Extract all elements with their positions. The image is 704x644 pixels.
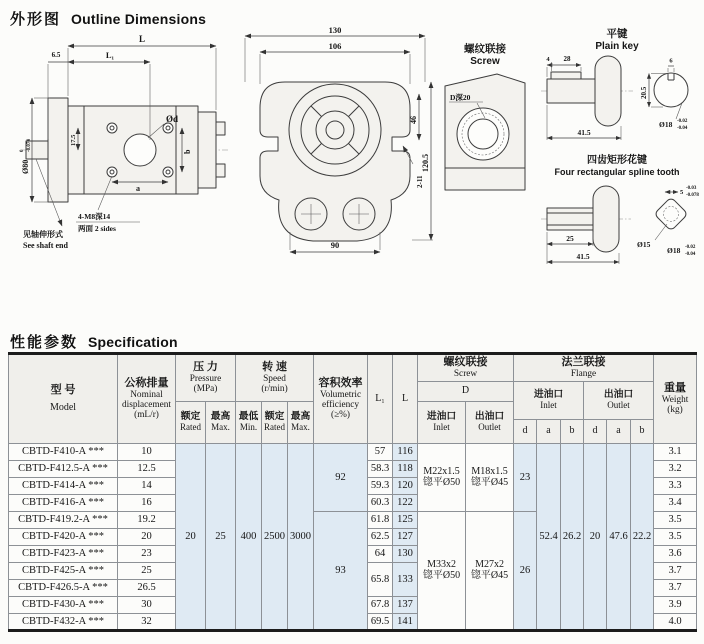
rear-cover [198, 112, 216, 188]
screw-title-en: Screw [470, 56, 500, 67]
screw-inlet-group1-cell: M22x1.5 锪平Ø50 [418, 444, 466, 512]
header-speed-max: 最高 Max. [288, 402, 314, 444]
pump-side-view-drawing [20, 28, 234, 258]
L-cell: 125 [393, 512, 418, 529]
dim-5-label: 5 [680, 189, 684, 196]
model-cell: CBTD-F410-A *** [9, 444, 118, 461]
L1-cell: 61.8 [368, 512, 393, 529]
L-cell: 118 [393, 461, 418, 478]
screw-plate-shapes [445, 74, 525, 190]
header-screw-inlet: 进油口 Inlet [418, 402, 466, 444]
header-pressure-rated: 额定 Rated [176, 402, 206, 444]
model-cell: CBTD-F423-A *** [9, 546, 118, 563]
speed-max-cell: 3000 [288, 444, 314, 631]
header-speed: 转 速 Speed (r/min) [236, 354, 314, 402]
speed-rated-cell: 2500 [262, 444, 288, 631]
screw-connection-drawing [437, 38, 533, 218]
L-cell: 133 [393, 563, 418, 597]
displacement-cell: 12.5 [118, 461, 176, 478]
header-speed-rated: 额定 Rated [262, 402, 288, 444]
L1-cell: 62.5 [368, 529, 393, 546]
dim-dia18-label: Ø18 [659, 120, 673, 129]
header-flange-outlet-d: d [584, 420, 607, 444]
note-two-sides: 两面 2 sides [78, 224, 116, 233]
weight-cell: 3.1 [654, 444, 697, 461]
dim-port-dia-label: Ød [166, 114, 179, 124]
header-flange-inlet-a: a [537, 420, 561, 444]
dim-L1-label: L₁ [105, 50, 115, 60]
dim-L-label: L [138, 34, 146, 44]
port-circle-inner [468, 119, 498, 149]
dim-5-tol-bottom: -0.078 [686, 193, 699, 198]
dim-6-5-label: 6.5 [51, 51, 61, 59]
model-cell: CBTD-F420-A *** [9, 529, 118, 546]
displacement-cell: 32 [118, 614, 176, 631]
weight-cell: 3.5 [654, 512, 697, 529]
note-see-shaft-zh: 见轴伸形式 [23, 230, 63, 239]
spline-title-en: Four rectangular spline tooth [554, 167, 680, 177]
header-displacement: 公称排量 Nominal displacement (mL/r) [118, 354, 176, 444]
note-see-shaft-en: See shaft end [23, 241, 68, 250]
speed-min-cell: 400 [236, 444, 262, 631]
displacement-cell: 19.2 [118, 512, 176, 529]
weight-cell: 3.4 [654, 495, 697, 512]
model-cell: CBTD-F412.5-A *** [9, 461, 118, 478]
plain-key-title-en: Plain key [595, 41, 639, 52]
flange-outlet-a-cell: 47.6 [607, 444, 631, 631]
header-screw-connection: 螺纹联接 Screw [418, 354, 514, 382]
header-flange-outlet-b: b [631, 420, 654, 444]
dim-41-5-label: 41.5 [577, 128, 591, 137]
screw-outlet-group1-cell: M18x1.5 锪平Ø45 [466, 444, 514, 512]
L1-cell: 67.8 [368, 597, 393, 614]
outline-title-en: Outline Dimensions [71, 11, 207, 27]
displacement-cell: 20 [118, 529, 176, 546]
header-L: L [393, 354, 418, 444]
spec-title-en: Specification [88, 334, 178, 350]
efficiency-group2-cell: 93 [314, 512, 368, 631]
header-pressure-max: 最高 Max. [206, 402, 236, 444]
L-cell: 141 [393, 614, 418, 631]
header-L1: L₁ [368, 354, 393, 444]
displacement-cell: 30 [118, 597, 176, 614]
dim-2-11-label: 2-11 [416, 175, 424, 188]
header-flange-outlet-a: a [607, 420, 631, 444]
dim-46-label: 46 [409, 116, 418, 124]
spline-disc [593, 186, 619, 252]
model-cell: CBTD-F414-A *** [9, 478, 118, 495]
header-flange-inlet-b: b [561, 420, 584, 444]
L-cell: 120 [393, 478, 418, 495]
L-cell: 127 [393, 529, 418, 546]
displacement-cell: 25 [118, 563, 176, 580]
model-cell: CBTD-F426.5-A *** [9, 580, 118, 597]
dim-b-label: b [183, 149, 192, 154]
efficiency-group1-cell: 92 [314, 444, 368, 512]
displacement-cell: 26.5 [118, 580, 176, 597]
dim-shaft-dia-label: Ø80 [21, 159, 30, 174]
dim-dia18-tol-bottom: -0.04 [677, 126, 688, 131]
screw-outlet-group2-cell: M27x2 锪平Ø45 [466, 512, 514, 631]
dim-dia18-tol-top: -0.02 [685, 245, 696, 250]
flange-outlet-d-cell: 20 [584, 444, 607, 631]
front-view-shapes [260, 82, 410, 241]
L1-cell: 60.3 [368, 495, 393, 512]
label-d-depth-20: D深20 [450, 93, 471, 102]
dim-106-label: 106 [328, 41, 342, 51]
dim-dia15-label: Ø15 [637, 240, 651, 249]
screw-inlet-group2-cell: M33x2 锪平Ø50 [418, 512, 466, 631]
model-cell: CBTD-F416-A *** [9, 495, 118, 512]
header-efficiency: 容积效率 Volumetric efficiency (≥%) [314, 354, 368, 444]
table-row [9, 444, 697, 461]
flange-inlet-a-cell: 52.4 [537, 444, 561, 631]
weight-cell: 3.7 [654, 580, 697, 597]
header-model: 型 号 Model [9, 354, 118, 444]
spline-end-view [654, 197, 688, 231]
model-cell: CBTD-F425-A *** [9, 563, 118, 580]
dim-130-label: 130 [328, 25, 342, 35]
pump-body-shapes [22, 98, 228, 202]
header-flange-inlet: 进油口 Inlet [514, 382, 584, 420]
center-port-circle [124, 134, 156, 166]
L1-cell: 58.3 [368, 461, 393, 478]
header-flange-connection: 法兰联接 Flange [514, 354, 654, 382]
L-cell: 116 [393, 444, 418, 461]
outline-title-zh: 外形图 [10, 11, 62, 28]
plain-key-shapes [541, 56, 688, 126]
model-cell: CBTD-F419.2-A *** [9, 512, 118, 529]
spec-title-zh: 性能参数 [10, 334, 79, 351]
specification-table [8, 352, 697, 632]
dim-dia18-tol-bottom: -0.04 [685, 252, 696, 257]
key [551, 72, 581, 79]
outline-section-title [10, 8, 206, 29]
dim-4-label: 4 [546, 56, 550, 63]
L-cell: 130 [393, 546, 418, 563]
dim-28-label: 28 [563, 55, 571, 63]
L-cell: 137 [393, 597, 418, 614]
pump-front-view-drawing [233, 24, 437, 264]
flange-inlet-b-cell: 26.2 [561, 444, 584, 631]
L-cell: 122 [393, 495, 418, 512]
flange-inlet-d-group1-cell: 23 [514, 444, 537, 512]
weight-cell: 3.3 [654, 478, 697, 495]
L1-cell: 59.3 [368, 478, 393, 495]
L1-cell: 65.8 [368, 563, 393, 597]
dim-dia18-tol-top: -0.02 [677, 119, 688, 124]
header-flange-inlet-d: d [514, 420, 537, 444]
header-speed-min: 最低 Min. [236, 402, 262, 444]
flange-inlet-d-group2-cell: 26 [514, 512, 537, 631]
displacement-cell: 23 [118, 546, 176, 563]
dim-20-5-label: 20.5 [640, 86, 648, 99]
plain-key-title-zh: 平键 [606, 28, 628, 40]
spline-title-zh: 四齿矩形花键 [587, 155, 647, 166]
L1-cell: 69.5 [368, 614, 393, 631]
spec-section-title [10, 331, 178, 352]
flange-outlet-b-cell: 22.2 [631, 444, 654, 631]
dim-90-label: 90 [330, 240, 340, 250]
pressure-rated-cell: 20 [176, 444, 206, 631]
dim-a-label: a [136, 184, 140, 193]
displacement-cell: 16 [118, 495, 176, 512]
header-screw-D: D [418, 382, 514, 402]
weight-cell: 4.0 [654, 614, 697, 631]
dim-5-tol-top: -0.03 [686, 186, 697, 191]
spline-shapes [541, 186, 688, 252]
dim-dia18-label: Ø18 [667, 246, 681, 255]
key-shaft [547, 79, 595, 103]
dim-41-5-label: 41.5 [576, 252, 590, 261]
weight-cell: 3.5 [654, 529, 697, 546]
weight-cell: 3.9 [654, 597, 697, 614]
front-flange [48, 98, 68, 202]
model-cell: CBTD-F430-A *** [9, 597, 118, 614]
dim-17-5-label: 17.5 [70, 134, 77, 146]
port-boss-bottom [216, 164, 225, 177]
note-thread-holes: 4-M8深14 [78, 212, 111, 221]
L1-cell: 64 [368, 546, 393, 563]
spline-drawing [537, 152, 703, 280]
displacement-cell: 14 [118, 478, 176, 495]
shaft-end-view [654, 73, 688, 107]
dim-25-label: 25 [566, 234, 574, 243]
header-pressure: 压 力 Pressure (MPa) [176, 354, 236, 402]
mounting-disc [595, 56, 621, 126]
pressure-max-cell: 25 [206, 444, 236, 631]
weight-cell: 3.7 [654, 563, 697, 580]
weight-cell: 3.2 [654, 461, 697, 478]
header-weight: 重量 Weight (kg) [654, 354, 697, 444]
model-cell: CBTD-F432-A *** [9, 614, 118, 631]
dim-shaft-tol-top: 0 [20, 149, 25, 152]
dim-6-label: 6 [669, 57, 673, 65]
weight-cell: 3.6 [654, 546, 697, 563]
dim-120-5-label: 120.5 [421, 154, 430, 172]
header-screw-outlet: 出油口 Outlet [466, 402, 514, 444]
spline-shaft [547, 208, 593, 230]
plain-key-drawing [537, 26, 703, 154]
screw-title-zh: 螺纹联接 [464, 43, 506, 55]
dim-shaft-tol-bottom: -0.074 [27, 139, 32, 152]
pump-flange-outline [260, 82, 410, 241]
L1-cell: 57 [368, 444, 393, 461]
displacement-cell: 10 [118, 444, 176, 461]
header-flange-outlet: 出油口 Outlet [584, 382, 654, 420]
port-boss-top [216, 122, 225, 135]
